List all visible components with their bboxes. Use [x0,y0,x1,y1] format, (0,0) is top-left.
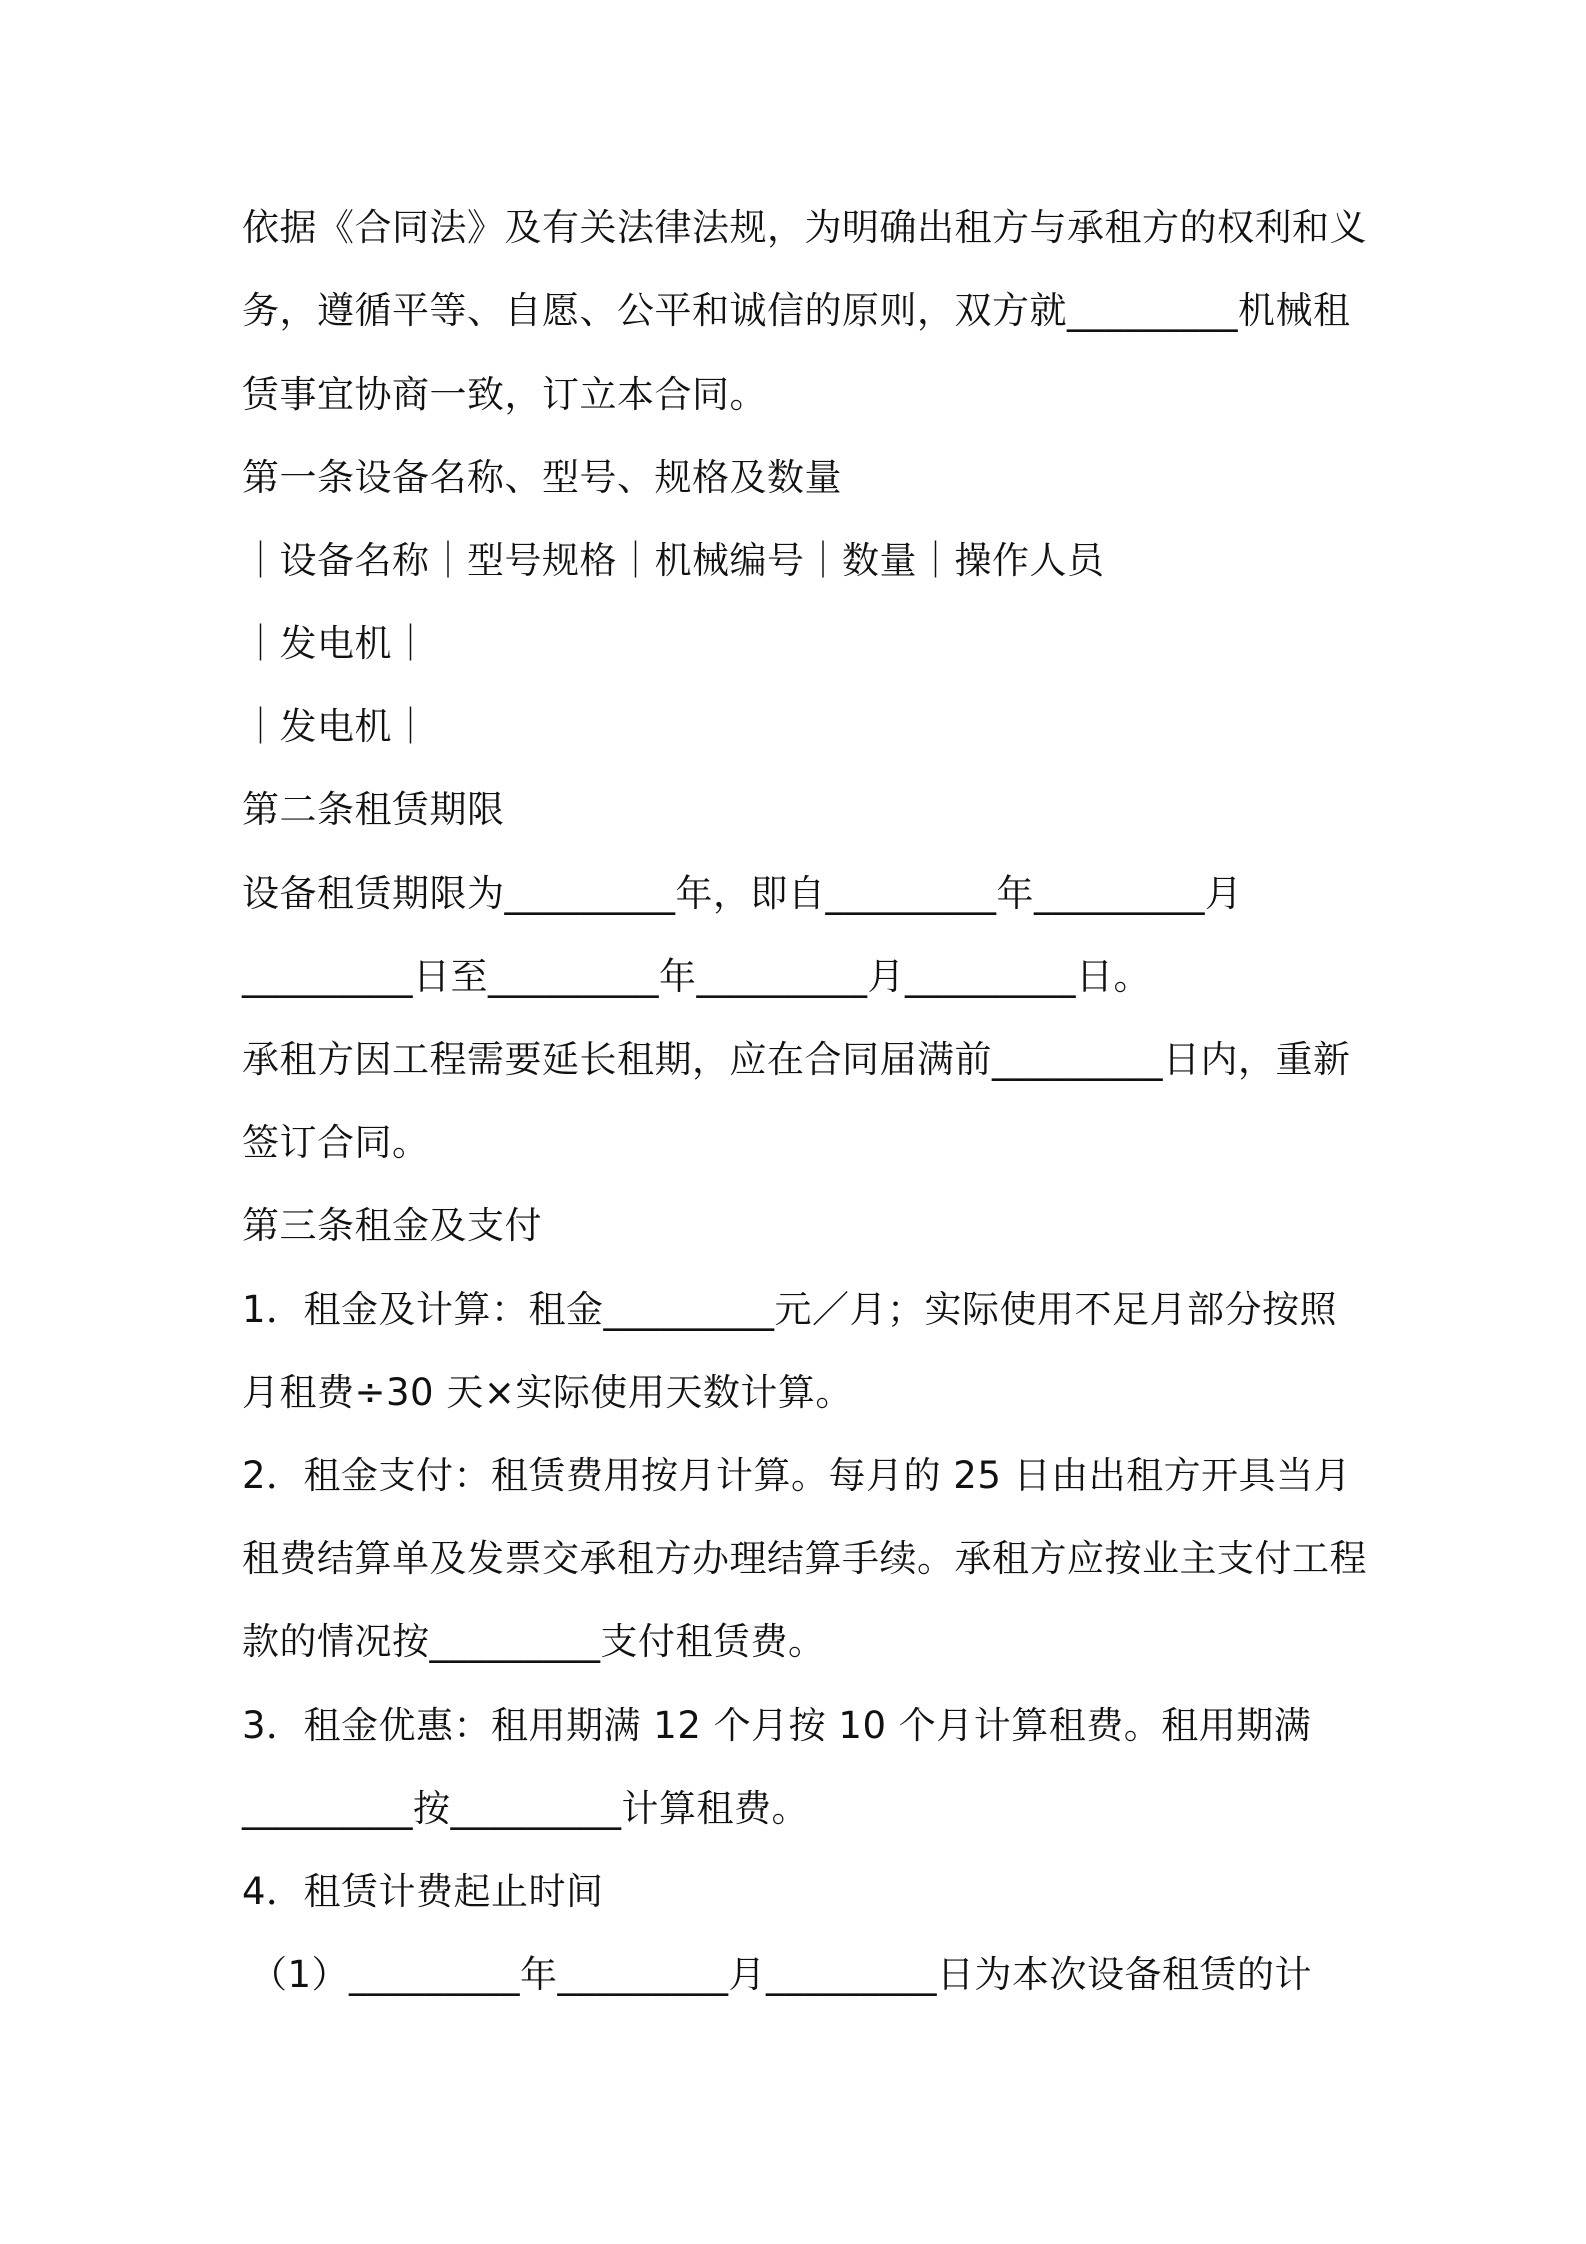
table-header-row: ｜设备名称｜型号规格｜机械编号｜数量｜操作人员 [242,539,1105,582]
text-line-1: 依据《合同法》及有关法律法规，为明确出租方与承租方的权利和义 [242,206,1367,249]
table-row: ｜发电机｜ [242,705,430,748]
text-line-11: 承租方因工程需要延长租期，应在合同届满前_________日内，重新 [242,1038,1351,1081]
section-heading-1: 第一条设备名称、型号、规格及数量 [242,456,842,499]
text-line-20: _________按_________计算租费。 [242,1787,809,1830]
text-line-12: 签订合同。 [242,1121,430,1164]
text-line-16: 2．租金支付：租赁费用按月计算。每月的 25 日由出租方开具当月 [242,1454,1352,1497]
section-heading-3: 第三条租金及支付 [242,1204,542,1247]
text-line-2: 务，遵循平等、自愿、公平和诚信的原则，双方就_________机械租 [242,289,1351,332]
text-line-19: 3．租金优惠：租用期满 12 个月按 10 个月计算租费。租用期满 [242,1704,1312,1747]
text-line-10: _________日至_________年_________月_________日。 [242,955,1151,998]
text-line-9: 设备租赁期限为_________年，即自_________年_________月 [242,872,1243,915]
text-line-3: 赁事宜协商一致，订立本合同。 [242,373,767,416]
text-line-14: 1．租金及计算：租金_________元／月；实际使用不足月部分按照 [242,1288,1338,1331]
text-line-17: 租费结算单及发票交承租方办理结算手续。承租方应按业主支付工程 [242,1537,1367,1580]
text-line-18: 款的情况按_________支付租赁费。 [242,1620,826,1663]
text-line-21: 4．租赁计费起止时间 [242,1870,604,1913]
text-line-22: （1）_________年_________月_________日为本次设备租赁的计 [250,1953,1313,1996]
table-row: ｜发电机｜ [242,622,430,665]
section-heading-2: 第二条租赁期限 [242,788,505,831]
text-line-15: 月租费÷30 天×实际使用天数计算。 [242,1371,853,1414]
